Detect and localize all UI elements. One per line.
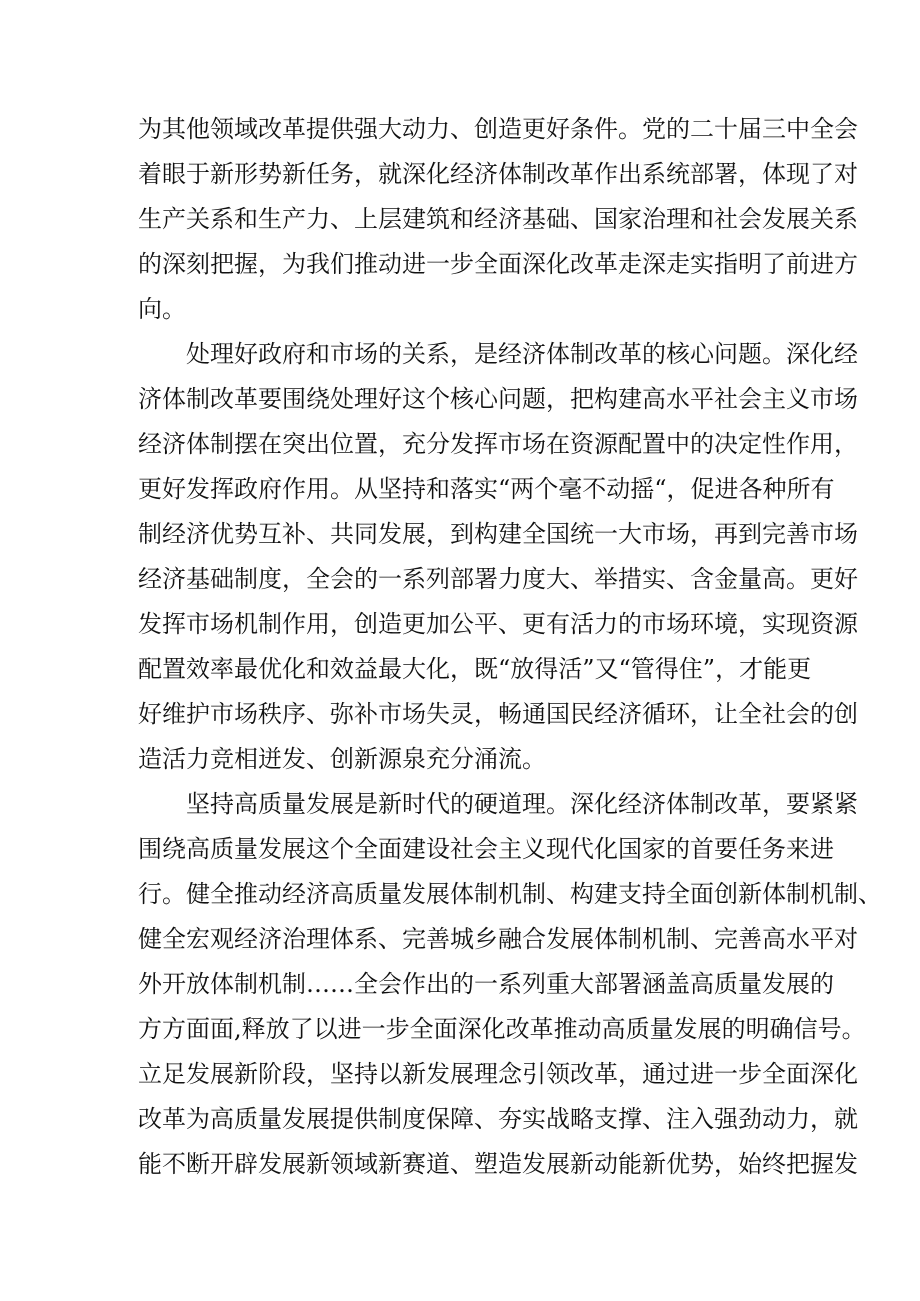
text-line: 济体制改革要围绕处理好这个核心问题，把构建高水平社会主义市场 bbox=[138, 385, 858, 413]
paragraph-first-line: 处理好政府和市场的关系，是经济体制改革的核心问题。深化经 bbox=[186, 340, 858, 368]
text-line: 造活力竞相迸发、创新源泉充分涌流。 bbox=[138, 745, 546, 773]
text-line: 的深刻把握，为我们推动进一步全面深化改革走深走实指明了前进方 bbox=[138, 250, 858, 278]
text-line: 围绕高质量发展这个全面建设社会主义现代化国家的首要任务来进 bbox=[138, 835, 834, 863]
text-line: 向。 bbox=[138, 295, 186, 323]
text-line: 配置效率最优化和效益最大化，既“放得活”又“管得住”，才能更 bbox=[138, 655, 812, 683]
text-line: 能不断开辟发展新领域新赛道、塑造发展新动能新优势，始终把握发 bbox=[138, 1150, 858, 1178]
text-line: 改革为高质量发展提供制度保障、夯实战略支撑、注入强劲动力，就 bbox=[138, 1105, 858, 1133]
text-line: 健全宏观经济治理体系、完善城乡融合发展体制机制、完善高水平对 bbox=[138, 925, 858, 953]
text-line: 发挥市场机制作用，创造更加公平、更有活力的市场环境，实现资源 bbox=[138, 610, 858, 638]
text-line: 好维护市场秩序、弥补市场失灵，畅通国民经济循环，让全社会的创 bbox=[138, 700, 858, 728]
text-line: 制经济优势互补、共同发展，到构建全国统一大市场，再到完善市场 bbox=[138, 520, 858, 548]
text-line: 行。健全推动经济高质量发展体制机制、构建支持全面创新体制机制、 bbox=[138, 880, 882, 908]
text-line: 立足发展新阶段，坚持以新发展理念引领改革，通过进一步全面深化 bbox=[138, 1060, 858, 1088]
text-line: 方方面面,释放了以进一步全面深化改革推动高质量发展的明确信号。 bbox=[138, 1015, 866, 1043]
text-line: 着眼于新形势新任务，就深化经济体制改革作出系统部署，体现了对 bbox=[138, 160, 858, 188]
text-line: 外开放体制机制……全会作出的一系列重大部署涵盖高质量发展的 bbox=[138, 970, 834, 998]
text-line: 为其他领域改革提供强大动力、创造更好条件。党的二十届三中全会 bbox=[138, 115, 858, 143]
text-line: 更好发挥政府作用。从坚持和落实“两个毫不动摇“，促进各种所有 bbox=[138, 475, 835, 503]
paragraph-first-line: 坚持高质量发展是新时代的硬道理。深化经济体制改革，要紧紧 bbox=[186, 790, 858, 818]
text-line: 经济体制摆在突出位置，充分发挥市场在资源配置中的决定性作用， bbox=[138, 430, 858, 458]
text-line: 生产关系和生产力、上层建筑和经济基础、国家治理和社会发展关系 bbox=[138, 205, 858, 233]
text-line: 经济基础制度，全会的一系列部署力度大、举措实、含金量高。更好 bbox=[138, 565, 858, 593]
